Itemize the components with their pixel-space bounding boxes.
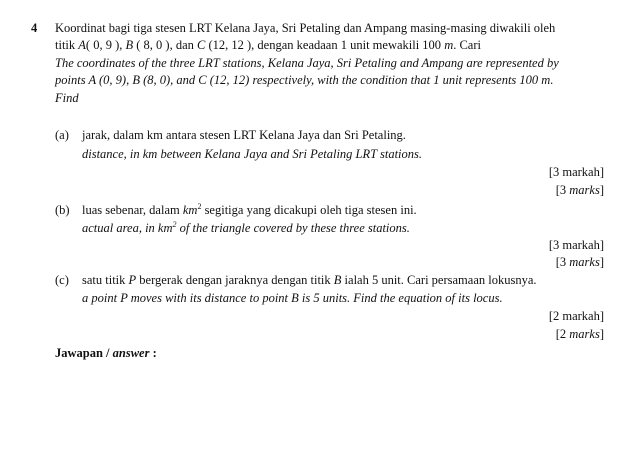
part-a-marks-english: [3 marks] xyxy=(555,183,604,197)
part-a-label: (a) xyxy=(55,128,69,142)
stem-english-find: Find xyxy=(55,91,79,105)
part-b-malay: luas sebenar, dalam $km^2$ segitiga yang dicakupi oleh tiga stesen ini. xyxy=(82,202,417,217)
part-c-english: a point P moves with its distance to point B is 5 units. Find the equation of its locus. xyxy=(82,291,503,305)
part-b-marks-malay: [3 markah] xyxy=(548,238,604,252)
part-b-marks-english: [3 marks] xyxy=(555,255,604,269)
answer-label: Jawapan / answer : xyxy=(55,346,157,360)
question-number: 4 xyxy=(31,21,38,35)
part-c-marks-malay: [2 markah] xyxy=(548,309,604,323)
stem-english-line-2: points A (0, 9), B (8, 0), and C (12, 12) respectively, with the condition that 1 unit represents 100 m. xyxy=(55,73,554,87)
part-c-label: (c) xyxy=(55,273,69,287)
stem-malay-line-2: titik A( 0, 9 ), B ( 8, 0 ), dan C (12, 12 ), dengan keadaan 1 unit mewakili 100 m. Cari xyxy=(55,38,481,52)
part-b-label: (b) xyxy=(55,203,70,217)
part-a-marks-malay: [3 markah] xyxy=(548,165,604,179)
part-c-marks-english: [2 marks] xyxy=(555,327,604,341)
part-b-english: actual area, in $km^2$ of the triangle covered by these three stations. xyxy=(82,220,410,235)
stem-english-line-1: The coordinates of the three LRT stations, Kelana Jaya, Sri Petaling and Ampang are represented by xyxy=(55,56,559,70)
stem-malay-line-1: Koordinat bagi tiga stesen LRT Kelana Jaya, Sri Petaling dan Ampang masing-masing diwakili oleh xyxy=(55,21,556,35)
part-c-malay: satu titik P bergerak dengan jaraknya dengan titik B ialah 5 unit. Cari persamaan lokusnya. xyxy=(82,273,537,287)
part-a-malay: jarak, dalam km antara stesen LRT Kelana Jaya dan Sri Petaling. xyxy=(82,128,406,142)
part-a-english: distance, in km between Kelana Jaya and Sri Petaling LRT stations. xyxy=(82,147,423,161)
